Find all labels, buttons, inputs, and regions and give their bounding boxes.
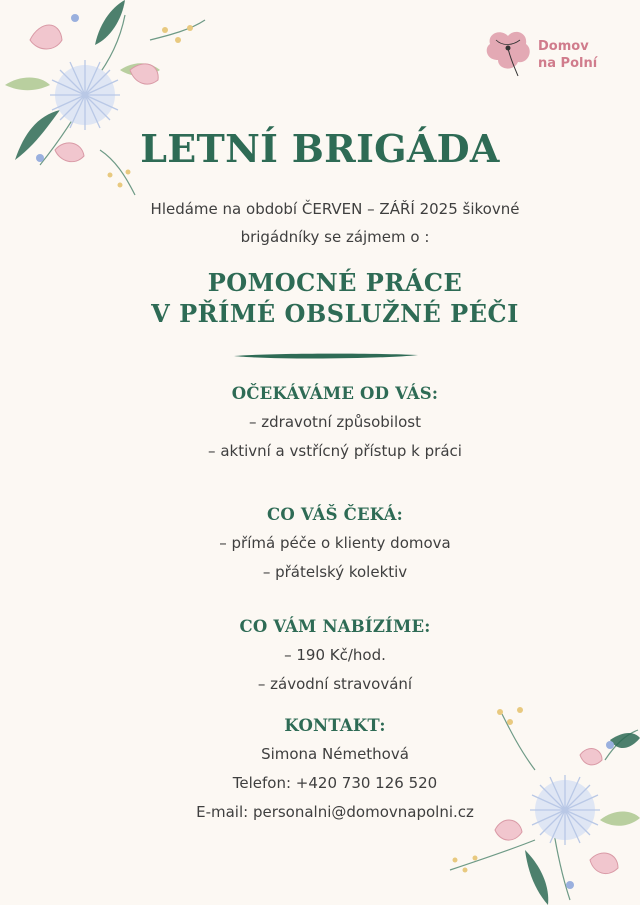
poppy-flower-icon: [482, 26, 534, 78]
logo: [482, 26, 607, 81]
section-heading: CO VÁM NABÍZÍME:: [239, 617, 431, 636]
section-offer: [0, 613, 640, 699]
list-item: – aktivní a vstřícný přístup k práci: [208, 442, 462, 460]
position-title: [0, 267, 640, 329]
section-heading: OČEKÁVÁME OD VÁS:: [231, 384, 439, 403]
logo-text-line2: na Polní: [538, 56, 598, 71]
position-title-line-1: POMOCNÉ PRÁCE: [207, 268, 463, 297]
contact-phone: Telefon: +420 730 126 520: [232, 774, 438, 792]
section-heading: KONTAKT:: [284, 716, 386, 735]
intro-line-2: brigádníky se zájmem o :: [240, 228, 430, 246]
list-item: – závodní stravování: [257, 675, 413, 693]
page-title: LETNÍ BRIGÁDA: [140, 126, 500, 171]
intro-line-1: Hledáme na období ČERVEN – ZÁŘÍ 2025 šikovné: [150, 200, 520, 218]
list-item: – přímá péče o klienty domova: [219, 534, 451, 552]
list-item: – 190 Kč/hod.: [284, 646, 386, 664]
section-heading: CO VÁŠ ČEKÁ:: [267, 505, 403, 524]
list-item: – přátelský kolektiv: [262, 563, 408, 581]
logo-text-line1: Domov: [538, 39, 589, 54]
contact-email: E-mail: personalni@domovnapolni.cz: [196, 803, 474, 821]
list-item: – zdravotní způsobilost: [248, 413, 422, 431]
section-job-content: [0, 501, 640, 587]
intro-text: [0, 195, 640, 251]
divider-brush-stroke: [232, 350, 420, 362]
position-title-line-2: V PŘÍMÉ OBSLUŽNÉ PÉČI: [151, 299, 519, 328]
section-requirements: [0, 380, 640, 466]
contact-name: Simona Némethová: [261, 745, 409, 763]
floral-decoration-bottom-right: [440, 700, 640, 905]
